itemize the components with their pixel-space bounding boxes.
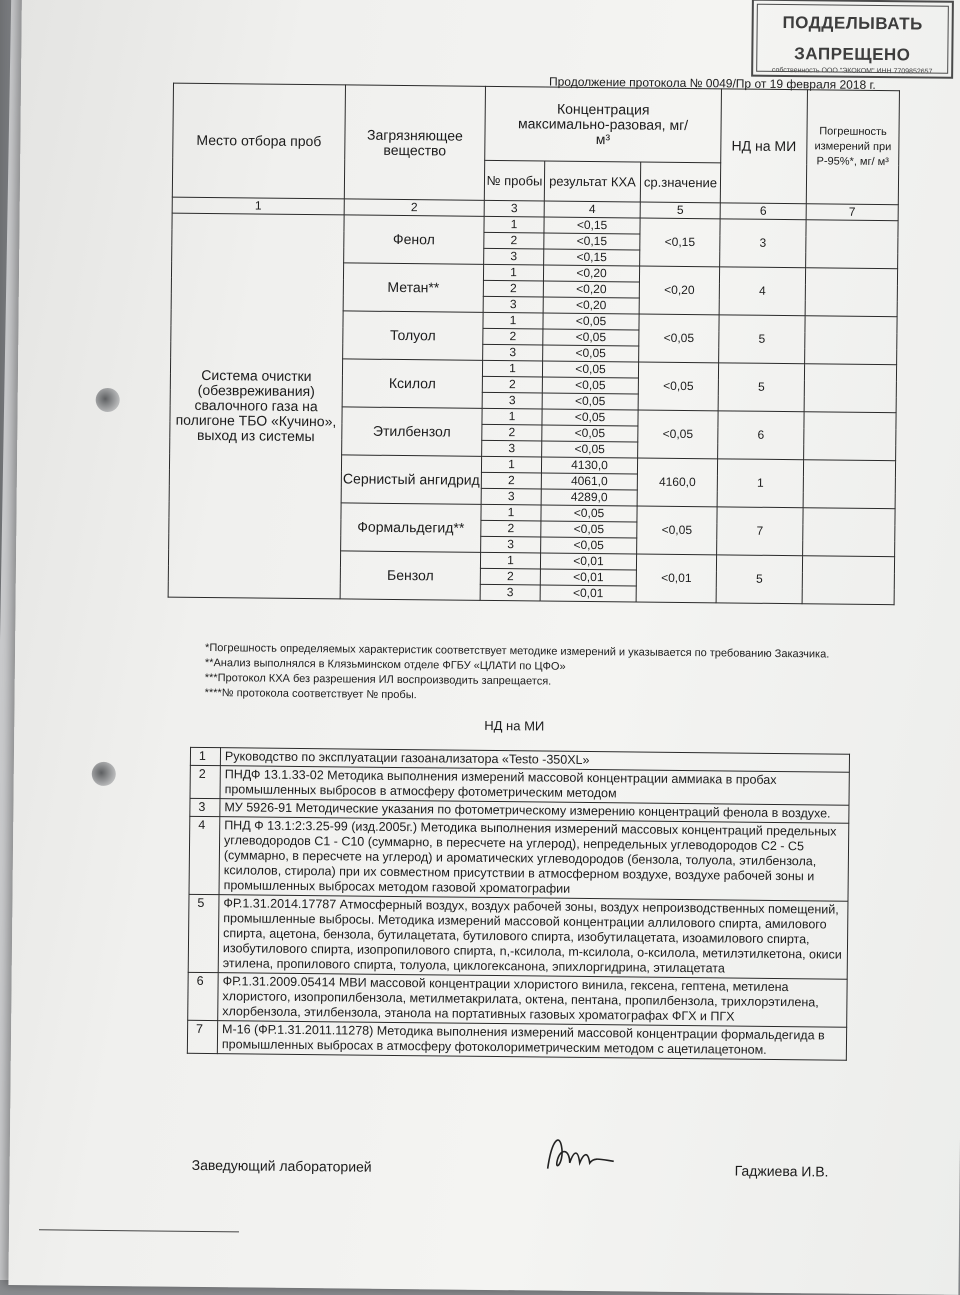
- result-value: <0,20: [543, 265, 639, 282]
- nd-text: ФР.1.31.2009.05414 МВИ массовой концентрации хлористого винила, гексена, гептена, метилена хлористого, изопропилбензола, метилметакрилата, октена, пентана, пропилбензола, трихлорэтилена, хлорбензола, этилбензола, этанола на портативных газовых хроматографах ФГХ и ПГХ: [218, 973, 847, 1028]
- footnote: **Анализ выполнялся в Клязьминском отделе ФГБУ «ЦЛАТИ по ЦФО»: [204, 656, 566, 673]
- sample-number: 2: [482, 376, 542, 393]
- col-number: 6: [720, 203, 806, 220]
- avg-value: <0,05: [638, 362, 718, 411]
- result-value: <0,01: [540, 569, 636, 586]
- error-value: [803, 460, 895, 509]
- result-value: <0,05: [542, 425, 638, 442]
- sample-number: 3: [484, 248, 544, 265]
- nd-ref: 3: [720, 219, 806, 268]
- stamp-line2: ЗАПРЕЩЕНО: [794, 44, 911, 65]
- result-value: <0,20: [543, 297, 639, 314]
- avg-value: <0,01: [636, 554, 716, 603]
- footnote: ****№ протокола соответствует № пробы.: [204, 686, 417, 702]
- nd-text: Руководство по эксплуатации газоанализатора «Testo -350XL»: [220, 748, 849, 773]
- nd-ref: 7: [717, 507, 803, 556]
- error-value: [805, 316, 897, 365]
- avg-value: <0,15: [640, 218, 720, 267]
- sample-number: 1: [482, 408, 542, 425]
- sample-number: 3: [481, 536, 541, 553]
- nd-list-item: [189, 816, 849, 901]
- substance-name: Этилбензол: [342, 407, 482, 456]
- result-value: <0,05: [543, 345, 639, 362]
- nd-number: 1: [190, 747, 220, 765]
- header-pollutant: Загрязняющее вещество: [344, 85, 485, 200]
- footnote: *Погрешность определяемых характеристик соответствует методике измерений и указывается по требованию Заказчика.: [205, 641, 830, 661]
- avg-value: <0,05: [638, 410, 718, 459]
- sample-number: 3: [480, 584, 540, 601]
- header-nd: НД на МИ: [720, 89, 807, 204]
- result-value: 4061,0: [541, 473, 637, 490]
- result-value: 4289,0: [541, 489, 637, 506]
- nd-list-item: [188, 894, 848, 979]
- result-value: <0,05: [542, 441, 638, 458]
- stamp-line1: ПОДДЕЛЫВАТЬ: [782, 12, 923, 34]
- sample-number: 1: [483, 264, 543, 281]
- footnotes: [205, 641, 846, 708]
- nd-number: 3: [190, 798, 220, 816]
- nd-title: НД на МИ: [484, 717, 545, 734]
- sample-number: 3: [483, 296, 543, 313]
- sample-number: 1: [481, 504, 541, 521]
- substance-name: Толуол: [343, 311, 483, 360]
- col-number: 2: [344, 199, 484, 216]
- col-number: 1: [172, 197, 344, 215]
- header-result: результат КХА: [544, 161, 640, 202]
- header-place: Место отбора проб: [172, 83, 345, 199]
- sample-number: 1: [480, 552, 540, 569]
- header-error: Погрешность измерений при Р-95%*, мг/ м³: [806, 90, 899, 205]
- sample-number: 3: [483, 344, 543, 361]
- sample-number: 2: [482, 424, 542, 441]
- sampling-place: Система очистки (обезвреживания) свалочного газа на полигоне ТБО «Кучино», выход из системы: [168, 213, 344, 599]
- error-value: [804, 412, 896, 461]
- col-number: 4: [544, 201, 640, 218]
- nd-text: М-16 (ФР.1.31.2011.11278) Методика выполнения измерений массовой концентрации формальдегида в промышленных выбросах в атмосферу фотоколориметрическим методом с ацетилацетоном.: [217, 1021, 846, 1061]
- error-value: [804, 364, 896, 413]
- result-value: <0,05: [543, 329, 639, 346]
- error-value: [805, 268, 897, 317]
- nd-list-table: [187, 747, 850, 1061]
- error-value: [806, 220, 898, 269]
- nd-text: МУ 5926-91 Методические указания по фотометрическому измерению концентраций фенола в воздухе.: [220, 799, 849, 824]
- signer-name: Гаджиева И.В.: [734, 1162, 829, 1180]
- substance-name: Метан**: [343, 263, 483, 312]
- sample-number: 2: [483, 328, 543, 345]
- nd-list-item: [188, 972, 847, 1027]
- nd-text: ФР.1.31.2014.17787 Атмосферный воздух, воздух рабочей зоны, воздух непроизводственных помещений, промышленные выбросы. Методика измерений массовой концентрации аллилового спирта, амилового спирта, ацетона, бензола, бутилацетата, бутилового спирта, изобутилацетата, изоамилового спирта, изобутилового спирта, изопропилового спирта, n,-ксилола, m-ксилола, о-ксилола, метилэтилкетона, окиси этилена, пропилового спирта, толуола, циклогексанона, эпихлоргидрина, этилацетата: [218, 895, 848, 980]
- nd-number: 2: [190, 765, 220, 798]
- result-value: <0,01: [540, 585, 636, 602]
- sample-number: 2: [481, 520, 541, 537]
- result-value: <0,05: [542, 361, 638, 378]
- header-avg: ср.значение: [640, 162, 720, 203]
- forgery-stamp: [751, 0, 954, 79]
- result-value: <0,15: [544, 233, 640, 250]
- nd-text: ПНДФ 13.1.33-02 Методика выполнения измерений массовой концентрации аммиака в пробах промышленных выбросов в атмосферу фотометрическим методом: [220, 766, 849, 806]
- nd-text: ПНД Ф 13.1:2:3.25-99 (изд.2005г.) Методика выполнения измерений массовых концентраций предельных углеводородов С1 - С10 (суммарно, в пересчете на углерод), непредельных углеводородов С2 - С5 (суммарно, в пересчете на углерод) и ароматических углеводородов (бензола, толуола, этилбензола, ксилолов, стирола) при их совместном присутствии в атмосферном воздухе, воздухе рабочей зоны и промышленных выбросах методом газовой хроматографии: [219, 817, 849, 902]
- edge-line: [39, 1229, 239, 1232]
- sample-number: 2: [480, 568, 540, 585]
- nd-ref: 4: [719, 267, 805, 316]
- result-value: <0,20: [543, 281, 639, 298]
- avg-value: <0,05: [637, 506, 717, 555]
- document-page: [8, 0, 960, 1295]
- substance-name: Бензол: [340, 551, 480, 600]
- sample-number: 1: [481, 456, 541, 473]
- nd-ref: 5: [719, 315, 805, 364]
- nd-number: 4: [189, 816, 220, 894]
- error-value: [803, 508, 895, 557]
- result-value: <0,05: [541, 521, 637, 538]
- col-number: 3: [484, 200, 544, 217]
- avg-value: <0,20: [639, 266, 719, 315]
- sample-number: 2: [483, 280, 543, 297]
- avg-value: 4160,0: [637, 458, 717, 507]
- result-value: <0,01: [540, 553, 636, 570]
- substance-name: Сернистый ангидрид: [341, 455, 481, 504]
- nd-number: 5: [188, 894, 219, 972]
- punch-hole: [96, 388, 120, 412]
- nd-ref: 6: [718, 411, 804, 460]
- nd-ref: 5: [718, 363, 804, 412]
- sample-number: 1: [483, 312, 543, 329]
- punch-hole: [92, 762, 116, 786]
- protocol-header: Продолжение протокола № 0049/Пр от 19 февраля 2018 г.: [548, 74, 876, 92]
- result-value: <0,05: [541, 505, 637, 522]
- error-value: [802, 556, 894, 605]
- sample-number: 1: [484, 216, 544, 233]
- result-value: 4130,0: [541, 457, 637, 474]
- avg-value: <0,05: [639, 314, 719, 363]
- results-body: [168, 213, 898, 605]
- result-value: <0,05: [543, 313, 639, 330]
- sample-number: 1: [482, 360, 542, 377]
- nd-number: 6: [188, 972, 219, 1020]
- sample-number: 3: [482, 392, 542, 409]
- nd-ref: 1: [717, 459, 803, 508]
- col-number: 5: [640, 202, 720, 219]
- col-number: 7: [806, 204, 898, 221]
- nd-list-item: [187, 1020, 846, 1060]
- signer-position: Заведующий лабораторией: [191, 1156, 372, 1175]
- nd-ref: 5: [716, 555, 802, 604]
- result-value: <0,05: [542, 393, 638, 410]
- sample-number: 3: [482, 440, 542, 457]
- substance-name: Формальдегид**: [341, 503, 481, 552]
- substance-name: Ксилол: [342, 359, 482, 408]
- substance-name: Фенол: [344, 215, 484, 264]
- sample-number: 3: [481, 488, 541, 505]
- sample-number: 2: [484, 232, 544, 249]
- header-concentration: Концентрация максимально-разовая, мг/ м³: [485, 86, 722, 162]
- stamp-line3: собственность ООО "ЭКОКОМ" ИНН 7709852657: [771, 66, 933, 76]
- signature-mark: [540, 1129, 621, 1180]
- result-value: <0,05: [541, 537, 637, 554]
- results-table: [168, 83, 900, 606]
- result-value: <0,15: [544, 249, 640, 266]
- nd-number: 7: [187, 1020, 217, 1053]
- result-value: <0,05: [542, 409, 638, 426]
- sample-number: 2: [481, 472, 541, 489]
- header-sample-no: № пробы: [484, 160, 544, 201]
- footnote: ***Протокол КХА без разрешения ИЛ воспроизводить запрещается.: [204, 671, 552, 688]
- result-value: <0,05: [542, 377, 638, 394]
- result-value: <0,15: [544, 217, 640, 234]
